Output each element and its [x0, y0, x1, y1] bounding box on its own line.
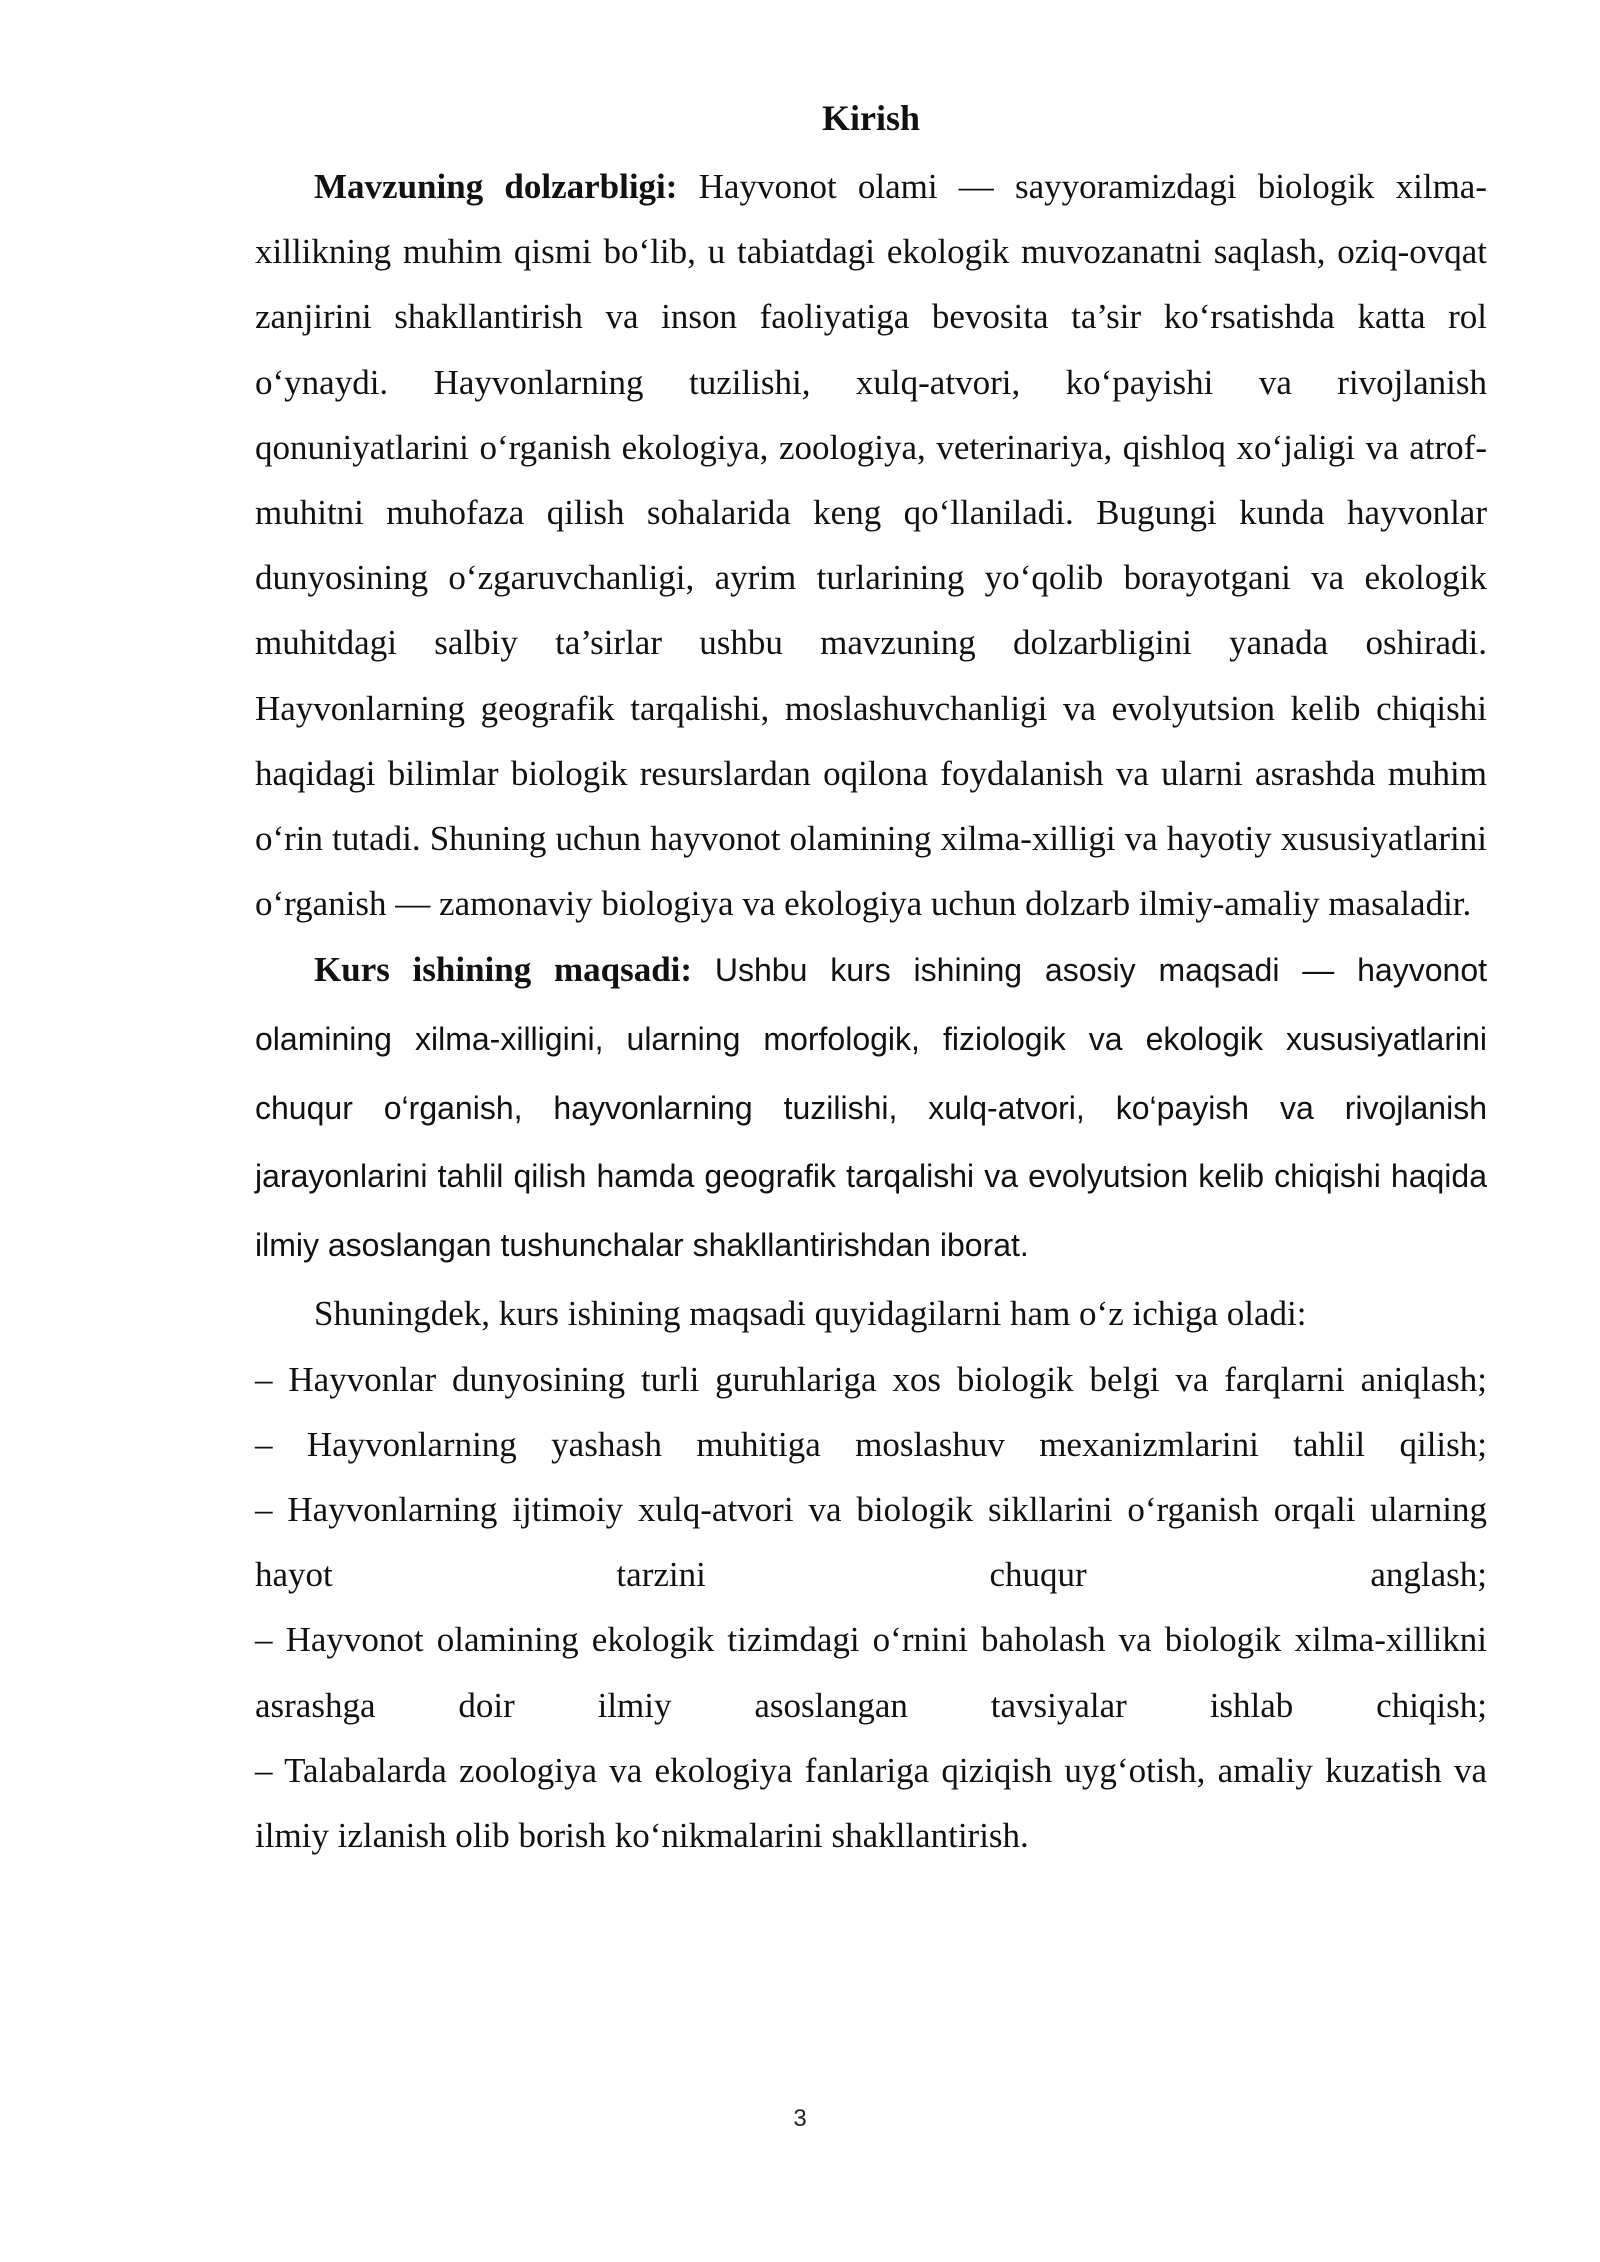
relevance-text: Hayvonot olami — sayyoramizdagi biologik xilma-xillikning muhim qismi bo‘lib, u tabiatdagi ekologik muvozanatni saqlash, oziq-ovqat zanjirini shakllantirish va inson faoliyatiga bevosita ta’sir ko‘rsatishda katta rol o‘ynaydi. Hayvonlarning tuzilishi, xulq-atvori, ko‘payishi va rivojlanish qonuniyatlarini o‘rganish ekologiya, zoologiya, veterinariya, qishloq xo‘jaligi va atrof-muhitni muhofaza qilish sohalarida keng qo‘llaniladi. Bugungi kunda hayvonlar dunyosining o‘zgaruvchanligi, ayrim turlarining yo‘qolib borayotgani va ekologik muhitdagi salbiy ta’sirlar ushbu mavzuning dolzarbligini yanada oshiradi. Hayvonlarning geografik tarqalishi, moslashuvchanligi va evolyutsion kelib chiqishi haqidagi bilimlar biologik resurslardan oqilona foydalanish va ularni asrashda muhim o‘rin tutadi. Shuning uchun hayvonot olamining xilma-xilligi va hayotiy xususiyatlarini o‘rganish — zamonaviy biologiya va ekologiya uchun dolzarb ilmiy-amaliy masaladir.: [255, 167, 1487, 924]
page-content: [255, 92, 1487, 1868]
list-item: – Hayvonlarning ijtimoiy xulq-atvori va biologik sikllarini o‘rganish orqali ularning hayot tarzini chuqur anglash;: [255, 1490, 1487, 1595]
list-item: – Hayvonlarning yashash muhitiga moslashuv mexanizmlarini tahlil qilish;: [255, 1424, 1487, 1464]
relevance-heading: Mavzuning dolzarbligi:: [314, 167, 678, 206]
list-intro: Shuningdek, kurs ishining maqsadi quyidagilarni ham o‘z ichiga oladi:: [314, 1294, 1307, 1334]
list-item: – Talabalarda zoologiya va ekologiya fanlariga qiziqish uyg‘otish, amaliy kuzatish va ilmiy izlanish olib borish ko‘nikmalarini shakllantirish.: [255, 1750, 1487, 1856]
list-item: – Hayvonlar dunyosining turli guruhlariga xos biologik belgi va farqlarni aniqlash;: [255, 1359, 1487, 1399]
goal-heading: Kurs ishining maqsadi:: [314, 950, 693, 990]
list-item: – Hayvonot olamining ekologik tizimdagi o‘rnini baholash va biologik xilma-xillikni asrashga doir ilmiy asoslangan tavsiyalar ishlab chiqish;: [255, 1620, 1487, 1725]
page-number: 3: [793, 2105, 807, 2132]
relevance-paragraph: [255, 154, 1487, 936]
page-title: Kirish: [821, 98, 920, 138]
goal-text: Ushbu kurs ishining asosiy maqsadi — hayvonot olamining xilma-xilligini, ularning morfologik, fiziologik va ekologik xususiyatlarini chuqur o‘rganish, hayvonlarning tuzilishi, xulq-atvori, ko‘payish va rivojlanish jarayonlarini tahlil qilish hamda geografik tarqalishi va evolyutsion kelib chiqishi haqida ilmiy asoslangan tushunchalar shakllantirishdan iborat.: [255, 952, 1488, 1263]
goal-paragraph: [255, 936, 1487, 1279]
